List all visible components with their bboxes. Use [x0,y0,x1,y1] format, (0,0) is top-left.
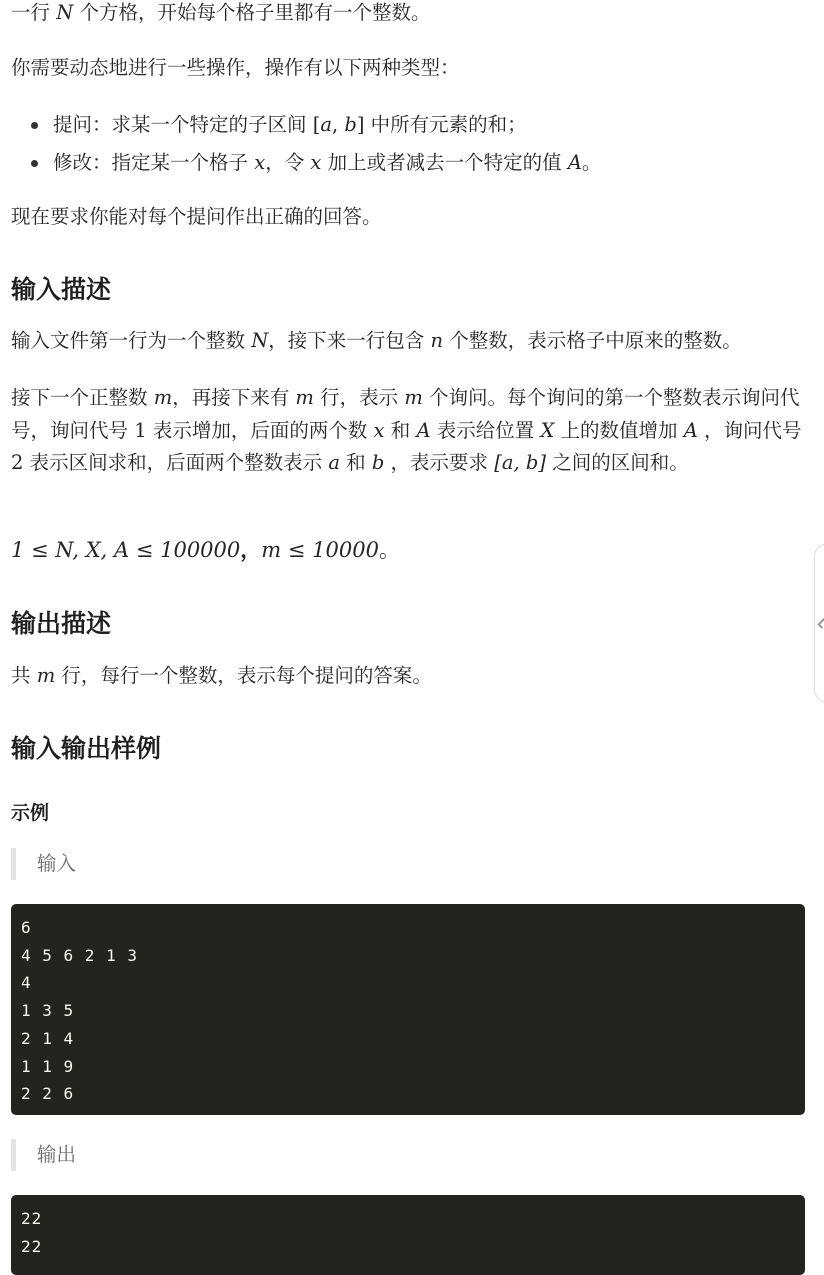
text: 表示区间求和，后面两个整数表示 [23,451,329,474]
list-item [11,106,601,144]
text: 个整数，表示格子中原来的整数。 [443,329,742,352]
math: [ [312,113,321,136]
text: 接下一个正整数 [11,386,154,409]
math-var: N [56,1,74,24]
input-paragraph [11,382,805,480]
math-num: 2 [11,451,24,474]
math: , [331,113,345,136]
code-line: 22 [21,1209,43,1228]
math-var: m [36,664,56,687]
text: 上的数值增加 [554,418,684,442]
bullet-icon [31,122,38,129]
text: 输入文件第一行为一个整数 [11,329,252,352]
math-expr: m ≤ 10000 [261,538,379,562]
code-line: 1 1 9 [21,1056,75,1076]
text: 共 [11,664,37,687]
text: 表示给位置 [430,418,541,442]
math-range: [a, b] [494,451,546,474]
text: 和 [384,418,417,442]
samples-heading: 输入输出样例 [11,734,162,763]
text: 行，表示 [313,386,405,409]
math-expr: 1 ≤ N, X, A ≤ 100000 [11,538,241,562]
input-heading: 输入描述 [11,275,112,304]
text: 表示增加，后面的两个数 [146,418,374,442]
output-label-quote [11,1139,316,1171]
text: 提问：求某一个特定的子区间 [53,113,313,136]
bullet-icon [31,160,38,167]
input-line-1 [11,325,742,357]
constraints [11,534,400,566]
math-var: a [320,113,332,136]
code-line: 4 [21,973,32,993]
text: 修改：指定某一个格子 [53,151,255,174]
math-var: b [371,451,385,474]
intro-line-2: 你需要动态地进行一些操作，操作有以下两种类型： [11,56,460,79]
text: 个方格，开始每个格子里都有一个整数。 [73,1,431,24]
side-panel-toggle[interactable] [814,543,824,703]
intro-line-3: 现在要求你能对每个提问作出正确的回答。 [11,205,382,228]
text: 之间的区间和。 [546,451,689,474]
text: 加上或者减去一个特定的值 [321,151,568,174]
text: ，询问代号 [697,418,802,442]
text: 和 [339,451,372,474]
code-line: 6 [21,918,32,937]
text: 。 [378,538,400,562]
text: 中所有元素的和； [364,113,527,136]
math-var: m [404,386,423,409]
math-var: m [153,386,173,409]
math-var: m [295,386,314,409]
output-heading: 输出描述 [11,609,112,638]
input-label: 输入 [37,852,77,875]
code-line: 2 1 4 [21,1028,75,1048]
text: ，表示要求 [384,451,495,474]
math-var: x [254,151,266,174]
math: ] [356,113,365,136]
example-label: 示例 [11,802,50,824]
math-var: N [251,329,269,352]
text: ，再接下来有 [172,386,296,409]
text: 。 [581,151,602,174]
text: 行，每行一个整数，表示每个提问的答案。 [55,664,432,687]
text: ，接下来一行包含 [268,329,431,352]
chevron-left-icon [817,617,824,628]
sample-input-code-block[interactable] [11,904,805,1115]
math-var: A [567,151,582,174]
input-label-quote [11,848,316,880]
code-line: 4 5 6 2 1 3 [21,945,138,965]
text: 个询问。每个询问的第一个整数表示询问代号，询问代号 [11,386,800,442]
operation-list [11,106,601,182]
math-var: A [416,418,431,442]
intro-line-1 [11,0,430,29]
math-var: a [328,451,340,474]
output-line [11,660,432,692]
math-var: x [310,151,322,174]
math-var: n [430,329,444,352]
code-line: 22 [21,1236,43,1256]
text: ，令 [265,151,311,174]
math-var: b [344,113,357,136]
code-line: 1 3 5 [21,1001,75,1021]
output-label: 输出 [37,1143,77,1166]
math-var: A [683,418,698,442]
math-var: x [373,418,385,442]
math-var: X [540,418,555,442]
code-line: 2 2 6 [21,1084,75,1104]
text: 一行 [11,1,57,24]
list-item [11,144,601,182]
sample-output-code-block[interactable] [11,1195,805,1275]
text: ， [240,538,262,562]
math-num: 1 [134,418,147,442]
